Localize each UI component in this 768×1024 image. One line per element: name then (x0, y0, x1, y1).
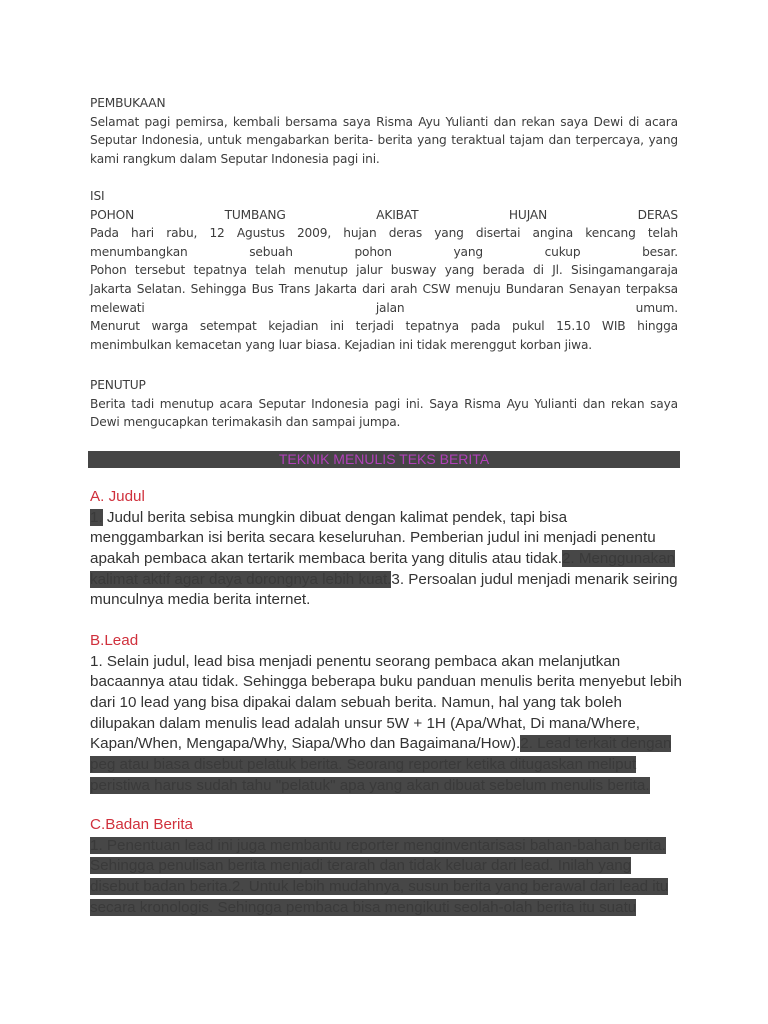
section-lead (90, 631, 690, 797)
paragraph-line (90, 755, 690, 776)
opening-line: Selamat pagi pemirsa, kembali bersama saya Risma Ayu Yulianti dan rekan saya Dewi di acara (90, 114, 678, 129)
content-heading: ISI (90, 189, 105, 203)
title-word: DERAS (637, 207, 678, 222)
content-line: menimbulkan kemacetan yang luar biasa. Kejadian ini tidak merenggut korban jiwa. (90, 337, 593, 352)
closing-section (90, 376, 678, 432)
paragraph-line (90, 776, 690, 797)
opening-line: Seputar Indonesia, untuk mengabarkan berita- berita yang teraktual tajam dan terpercaya, yang (90, 133, 678, 148)
word: jalan (375, 300, 405, 315)
paragraph-line: dilupakan dalam menulis lead adalah unsur 5W + 1H (Apa/What, Di mana/Where, (90, 714, 640, 732)
text: Kapan/When, Mengapa/Why, Siapa/Who dan Bagaimana/How). (90, 735, 521, 753)
highlight: 1. Penentuan lead ini juga membantu reporter menginventarisasi bahan-bahan berita. (90, 836, 666, 854)
text: Judul berita sebisa mungkin dibuat dengan kalimat pendek, tapi bisa (102, 508, 568, 526)
word: sebuah (249, 244, 293, 259)
highlight: peg atau biasa disebut pelatuk berita. Seorang reporter ketika ditugaskan meliput (90, 756, 637, 774)
closing-line: Dewi mengucapkan terimakasih dan sampai jumpa. (90, 415, 401, 430)
paragraph-line (90, 549, 690, 570)
opening-section (90, 94, 678, 168)
word: pohon (354, 244, 392, 259)
paragraph-line: 1. Selain judul, lead bisa menjadi penentu seorang pembaca akan melanjutkan (90, 652, 621, 670)
section-heading: B.Lead (90, 632, 139, 649)
paragraph-line (90, 856, 690, 877)
content-line (90, 243, 678, 262)
paragraph-line (90, 508, 690, 529)
paragraph-line: dari 10 lead yang bisa dipakai dalam sebuah berita. Namun, hal yang tak boleh (90, 694, 622, 712)
paragraph-line (90, 836, 690, 857)
content-line: Pada hari rabu, 12 Agustus 2009, hujan deras yang disertai angina kencang telah (90, 226, 678, 241)
opening-heading: PEMBUKAAN (90, 96, 166, 110)
section-heading: A. Judul (90, 488, 145, 505)
highlight: peristiwa harus sudah tahu "pelatuk" apa yang akan dibuat sebelum menulis berita. (90, 776, 650, 794)
highlight: kalimat aktif agar daya dorongnya lebih kuat. (90, 570, 392, 588)
title-word: POHON (90, 207, 135, 222)
opening-line: kami rangkum dalam Seputar Indonesia pagi ini. (90, 151, 380, 166)
section-judul (90, 487, 690, 611)
highlight: Sehingga penulisan berita menjadi terarah dan tidak keluar dari lead. Inilah yang (90, 857, 632, 875)
section-heading: C.Badan Berita (90, 816, 193, 833)
paragraph-line: bacaannya atau tidak. Sehingga beberapa buku panduan menulis berita menyebut lebih (90, 673, 682, 691)
word: melewati (90, 300, 145, 315)
content-line (90, 299, 678, 318)
text: 3. Persoalan judul menjadi menarik seiring (391, 570, 678, 588)
closing-line: Berita tadi menutup acara Seputar Indonesia pagi ini. Saya Risma Ayu Yulianti dan rekan saya (90, 396, 678, 411)
paragraph-line: munculnya media berita internet. (90, 591, 311, 609)
banner-title: TEKNIK MENULIS TEKS BERITA (88, 451, 680, 468)
paragraph-line (90, 570, 690, 591)
content-section (90, 187, 678, 354)
word: yang (453, 244, 483, 259)
content-line: Jakarta Selatan. Sehingga Bus Trans Jakarta dari arah CSW menuju Bundaran Senayan terpaksa (90, 281, 678, 296)
closing-heading: PENUTUP (90, 378, 146, 392)
highlight: 1. (90, 508, 103, 526)
paragraph-line (90, 734, 690, 755)
title-word: AKIBAT (376, 207, 419, 222)
news-title (90, 206, 678, 225)
highlight: secara kronologis. Sehingga pembaca bisa mengikuti seolah-olah berita itu suatu (90, 898, 637, 916)
paragraph-line: menggambarkan isi berita secara keseluruhan. Pemberian judul ini menjadi penentu (90, 529, 656, 547)
paragraph-line (90, 877, 690, 898)
highlight: disebut badan berita.2. Untuk lebih mudahnya, susun berita yang berawal dari lead itu (90, 878, 669, 896)
highlight: 2. Lead terkait dengan (520, 735, 672, 753)
highlight: 2. Menggunakan (561, 550, 676, 568)
section-badan-berita (90, 815, 690, 918)
text: apakah pembaca akan tertarik membaca berita yang ditulis atau tidak. (90, 550, 562, 568)
title-word: TUMBANG (224, 207, 286, 222)
word: besar. (642, 244, 678, 259)
word: cukup (544, 244, 581, 259)
paragraph-line (90, 898, 690, 919)
content-line: Pohon tersebut tepatnya telah menutup jalur busway yang berada di Jl. Sisingamangaraja (90, 263, 678, 278)
title-word: HUJAN (508, 207, 548, 222)
word: menumbangkan (90, 244, 188, 259)
word: umum. (635, 300, 678, 315)
content-line: Menurut warga setempat kejadian ini terjadi tepatnya pada pukul 15.10 WIB hingga (90, 319, 678, 334)
